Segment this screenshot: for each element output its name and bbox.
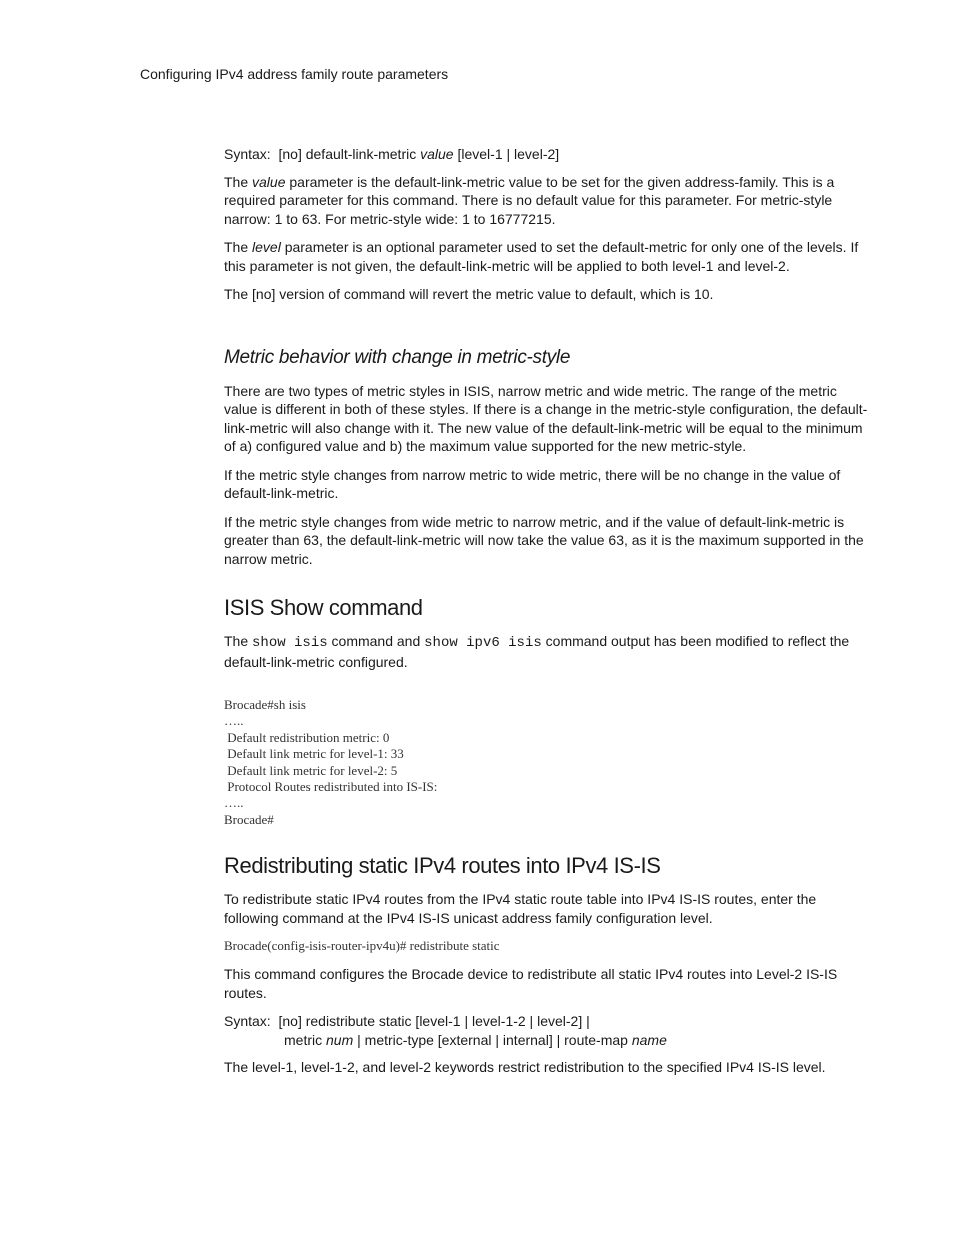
paragraph-level <box>224 238 870 275</box>
paragraph-text: The <box>224 286 253 302</box>
syntax-param-value: value <box>420 146 454 162</box>
syntax-default-link-metric <box>224 145 870 164</box>
running-header: Configuring IPv4 address family route parameters <box>140 66 449 82</box>
paragraph-text: parameter is the default-link-metric value to be set for the given address-family. This is a required parameter for this command. There is no default value for this parameter. For metric-style narrow: 1 to 63. For metric-style wide: 1 to 16777215. <box>224 173 835 227</box>
paragraph-redist-3 <box>224 1058 870 1077</box>
paragraph-italic: value <box>252 173 286 190</box>
paragraph-metric-1: There are two types of metric styles in ISIS, narrow metric and wide metric. The range of the metric value is different in both of these styles. If there is a change in the metric-style configuration, the default-link-metric will also change with it. The new value of the default-link-metric will be equal to the minimum of a) configured value and b) the maximum value supported for the new metric-style. <box>224 382 868 454</box>
paragraph-keyword: [no] <box>252 286 276 302</box>
paragraph-metric-2: If the metric style changes from narrow metric to wide metric, there will be no change in the value of default-link-metric. <box>224 466 841 501</box>
syntax-label: Syntax: <box>224 146 271 162</box>
paragraph-text: keywords restrict redistribution to the specified IPv4 IS-IS level. <box>431 1059 826 1076</box>
inline-command: show isis <box>252 635 328 651</box>
syntax-line-1 <box>224 1012 870 1031</box>
paragraph-no <box>224 285 870 304</box>
paragraph-text: version of command will revert the metric value to default, which is 10. <box>275 286 714 302</box>
syntax-line-2 <box>224 1031 870 1050</box>
syntax-level2: level-2 <box>514 146 556 162</box>
syntax-label: Syntax: <box>224 1013 271 1030</box>
syntax-keyword: metric <box>284 1031 323 1048</box>
heading-isis-show: ISIS Show command <box>224 595 423 620</box>
syntax-level1: level-1 <box>461 146 503 162</box>
syntax-no: [no] <box>278 146 302 162</box>
paragraph-text: The <box>224 633 253 649</box>
heading-metric-behavior: Metric behavior with change in metric-style <box>224 346 571 368</box>
paragraph-text: , <box>293 1059 302 1076</box>
page-content <box>224 145 870 1087</box>
syntax-param: name <box>631 1031 667 1048</box>
paragraph-keyword: level-1-2 <box>301 1059 355 1076</box>
inline-command: show ipv6 isis <box>424 635 542 651</box>
paragraph-text: The <box>224 173 253 190</box>
syntax-redistribute-static <box>224 1012 870 1049</box>
paragraph-text: The <box>224 239 253 255</box>
paragraph-text: parameter is an optional parameter used to set the default-metric for only one of the levels. If this parameter is not given, the default-link-metric will be applied to both level-1 and level-2. <box>224 239 859 274</box>
syntax-command: default-link-metric <box>305 146 417 162</box>
code-redistribute-static: Brocade(config-isis-router-ipv4u)# redistribute static <box>224 938 500 954</box>
syntax-opt-open: [ <box>457 146 462 162</box>
paragraph-show <box>224 632 870 671</box>
paragraph-text: command and <box>327 633 425 649</box>
paragraph-text: command output has been modified to reflect the default-link-metric configured. <box>224 633 850 670</box>
paragraph-italic: level <box>252 239 281 255</box>
paragraph-text: , and <box>354 1059 390 1076</box>
syntax-opt-close: ] <box>555 146 560 162</box>
paragraph-keyword: level-1 <box>252 1059 294 1076</box>
paragraph-value <box>224 173 870 229</box>
paragraph-metric-3: If the metric style changes from wide metric to narrow metric, and if the value of default-link-metric is greater than 63, the default-link-metric will now take the value 63, as it is the maximum supported in the narrow metric. <box>224 513 864 567</box>
syntax-text: | metric-type [external | internal] | route-map <box>353 1031 628 1048</box>
paragraph-text: The <box>224 1059 253 1076</box>
syntax-param: num <box>326 1031 354 1048</box>
heading-redistribute-static: Redistributing static IPv4 routes into IPv4 IS-IS <box>224 853 661 879</box>
paragraph-redist-1: To redistribute static IPv4 routes from the IPv4 static route table into IPv4 IS-IS routes, enter the following command at the IPv4 IS-IS unicast address family configuration level. <box>224 891 817 926</box>
paragraph-keyword: level-2 <box>389 1059 432 1076</box>
code-block-show-isis: Brocade#sh isis ….. Default redistribution metric: 0 Default link metric for level-1: 33 Default link metric for level-2: 5 Protocol Routes redistributed into IS-IS: ….. Brocade# <box>224 697 438 827</box>
syntax-text: [no] redistribute static [level-1 | level-1-2 | level-2] | <box>278 1013 590 1030</box>
syntax-sep: | <box>506 146 511 162</box>
paragraph-redist-2: This command configures the Brocade device to redistribute all static IPv4 routes into Level-2 IS-IS routes. <box>224 966 838 1001</box>
